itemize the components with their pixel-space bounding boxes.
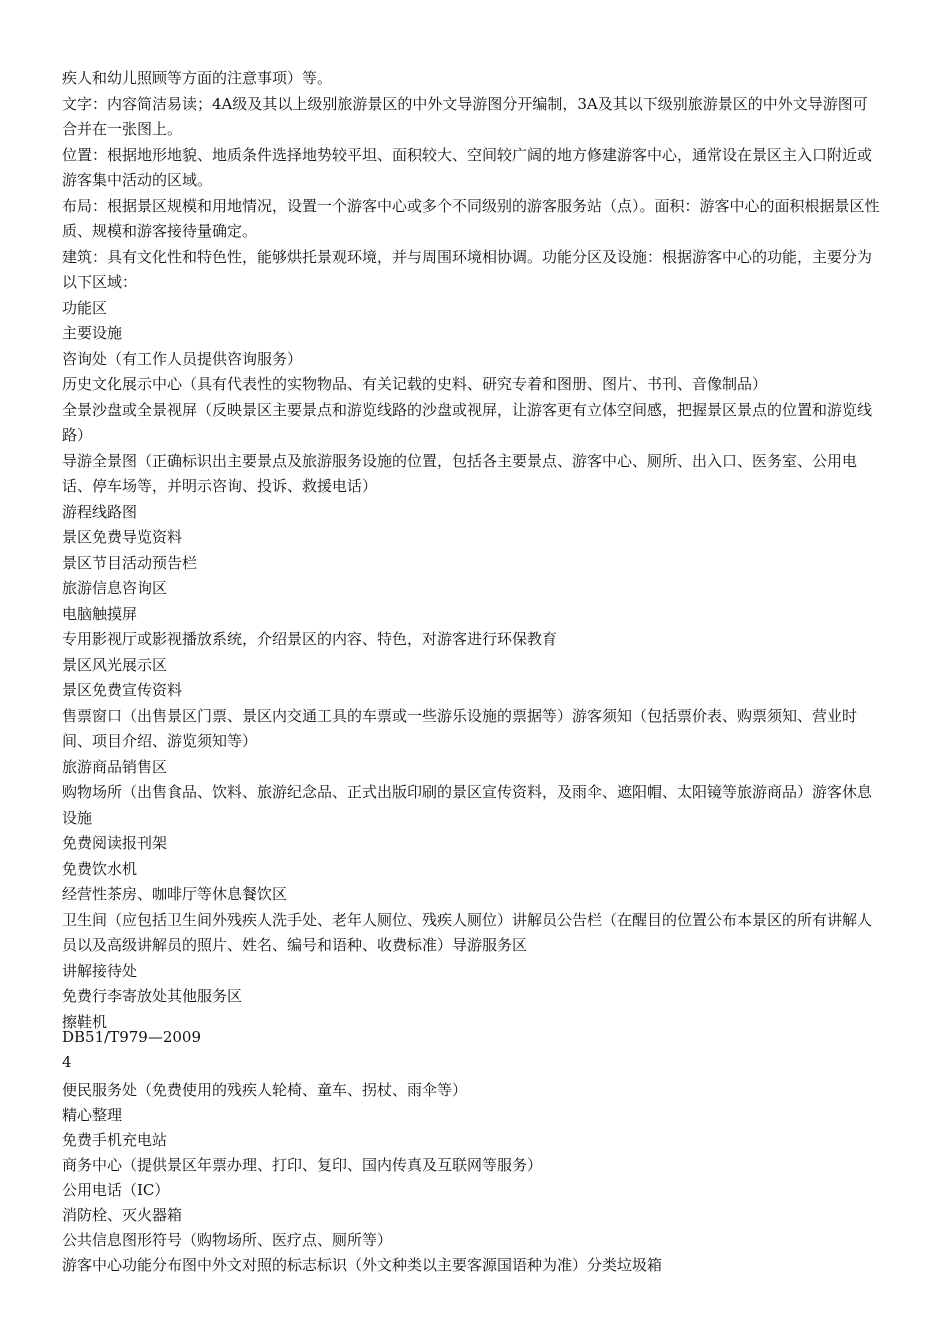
paragraph: 免费阅读报刊架 (62, 834, 168, 852)
page-footer (62, 1025, 882, 1075)
paragraph: 历史文化展示中心（具有代表性的实物物品、有关记载的史料、研究专着和图册、图片、书刊、音像制品） (62, 375, 768, 393)
paragraph: 免费手机充电站 (62, 1131, 168, 1149)
standard-code: DB51/T979—2009 (62, 1028, 201, 1046)
paragraph: 景区免费宣传资料 (62, 681, 183, 699)
paragraph: 游客中心功能分布图中外文对照的标志标识（外文种类以主要客源国语种为准）分类垃圾箱 (62, 1256, 663, 1274)
paragraph: 疾人和幼儿照顾等方面的注意事项）等。 (62, 69, 333, 87)
paragraph: 主要设施 (62, 324, 123, 342)
paragraph: 精心整理 (62, 1106, 123, 1124)
paragraph: 导游全景图（正确标识出主要景点及旅游服务设施的位置，包括各主要景点、游客中心、厕所、出入口、医务室、公用电话、停车场等，并明示咨询、投诉、救援电话） (62, 451, 858, 495)
paragraph: 景区节目活动预告栏 (62, 553, 198, 572)
paragraph: 免费行李寄放处其他服务区 (62, 987, 243, 1005)
paragraph: 专用影视厅或影视播放系统，介绍景区的内容、特色，对游客进行环保教育 (62, 630, 558, 648)
paragraph: 公用电话（IC） (62, 1181, 170, 1199)
paragraph: 公共信息图形符号（购物场所、医疗点、厕所等） (62, 1231, 393, 1249)
page-number: 4 (62, 1053, 72, 1071)
paragraph: 消防栓、灭火器箱 (62, 1206, 183, 1224)
paragraph: 位置：根据地形地貌、地质条件选择地势较平坦、面积较大、空间较广阔的地方修建游客中心，通常设在景区主入口附近或游客集中活动的区域。 (62, 145, 873, 189)
document-body (62, 66, 882, 1035)
paragraph: 景区免费导览资料 (62, 528, 183, 546)
paragraph: 旅游商品销售区 (62, 757, 168, 776)
paragraph: 景区风光展示区 (62, 655, 168, 674)
paragraph: 文字：内容简洁易读；4A级及其以上级别旅游景区的中外文导游图分开编制，3A及其以下级别旅游景区的中外文导游图可合并在一张图上。 (62, 94, 868, 138)
paragraph: 咨询处（有工作人员提供咨询服务） (62, 349, 303, 368)
paragraph: 便民服务处（免费使用的残疾人轮椅、童车、拐杖、雨伞等） (62, 1081, 468, 1099)
paragraph: 建筑：具有文化性和特色性，能够烘托景观环境，并与周围环境相协调。功能分区及设施：根据游客中心的功能，主要分为以下区域： (62, 247, 873, 291)
paragraph: 售票窗口（出售景区门票、景区内交通工具的车票或一些游乐设施的票据等）游客须知（包括票价表、购票须知、营业时间、项目介绍、游览须知等） (62, 706, 858, 750)
paragraph: 经营性茶房、咖啡厅等休息餐饮区 (62, 885, 288, 903)
paragraph: 游程线路图 (62, 502, 138, 521)
paragraph: 免费饮水机 (62, 859, 138, 878)
paragraph: 商务中心（提供景区年票办理、打印、复印、国内传真及互联网等服务） (62, 1156, 543, 1174)
document-body-continued (62, 1078, 882, 1278)
paragraph: 布局：根据景区规模和用地情况，设置一个游客中心或多个不同级别的游客服务站（点）。面积：游客中心的面积根据景区性质、规模和游客接待量确定。 (62, 196, 880, 240)
paragraph: 购物场所（出售食品、饮料、旅游纪念品、正式出版印刷的景区宣传资料，及雨伞、遮阳帽、太阳镜等旅游商品）游客休息设施 (62, 783, 873, 827)
paragraph: 功能区 (62, 298, 108, 317)
paragraph: 电脑触摸屏 (62, 604, 138, 623)
paragraph: 旅游信息咨询区 (62, 579, 168, 597)
paragraph: 讲解接待处 (62, 961, 138, 980)
paragraph: 擦鞋机 (62, 1012, 108, 1031)
paragraph: 全景沙盘或全景视屏（反映景区主要景点和游览线路的沙盘或视屏，让游客更有立体空间感，把握景区景点的位置和游览线路） (62, 400, 873, 444)
paragraph: 卫生间（应包括卫生间外残疾人洗手处、老年人厕位、残疾人厕位）讲解员公告栏（在醒目的位置公布本景区的所有讲解人员以及高级讲解员的照片、姓名、编号和语种、收费标准）导游服务区 (62, 910, 873, 954)
